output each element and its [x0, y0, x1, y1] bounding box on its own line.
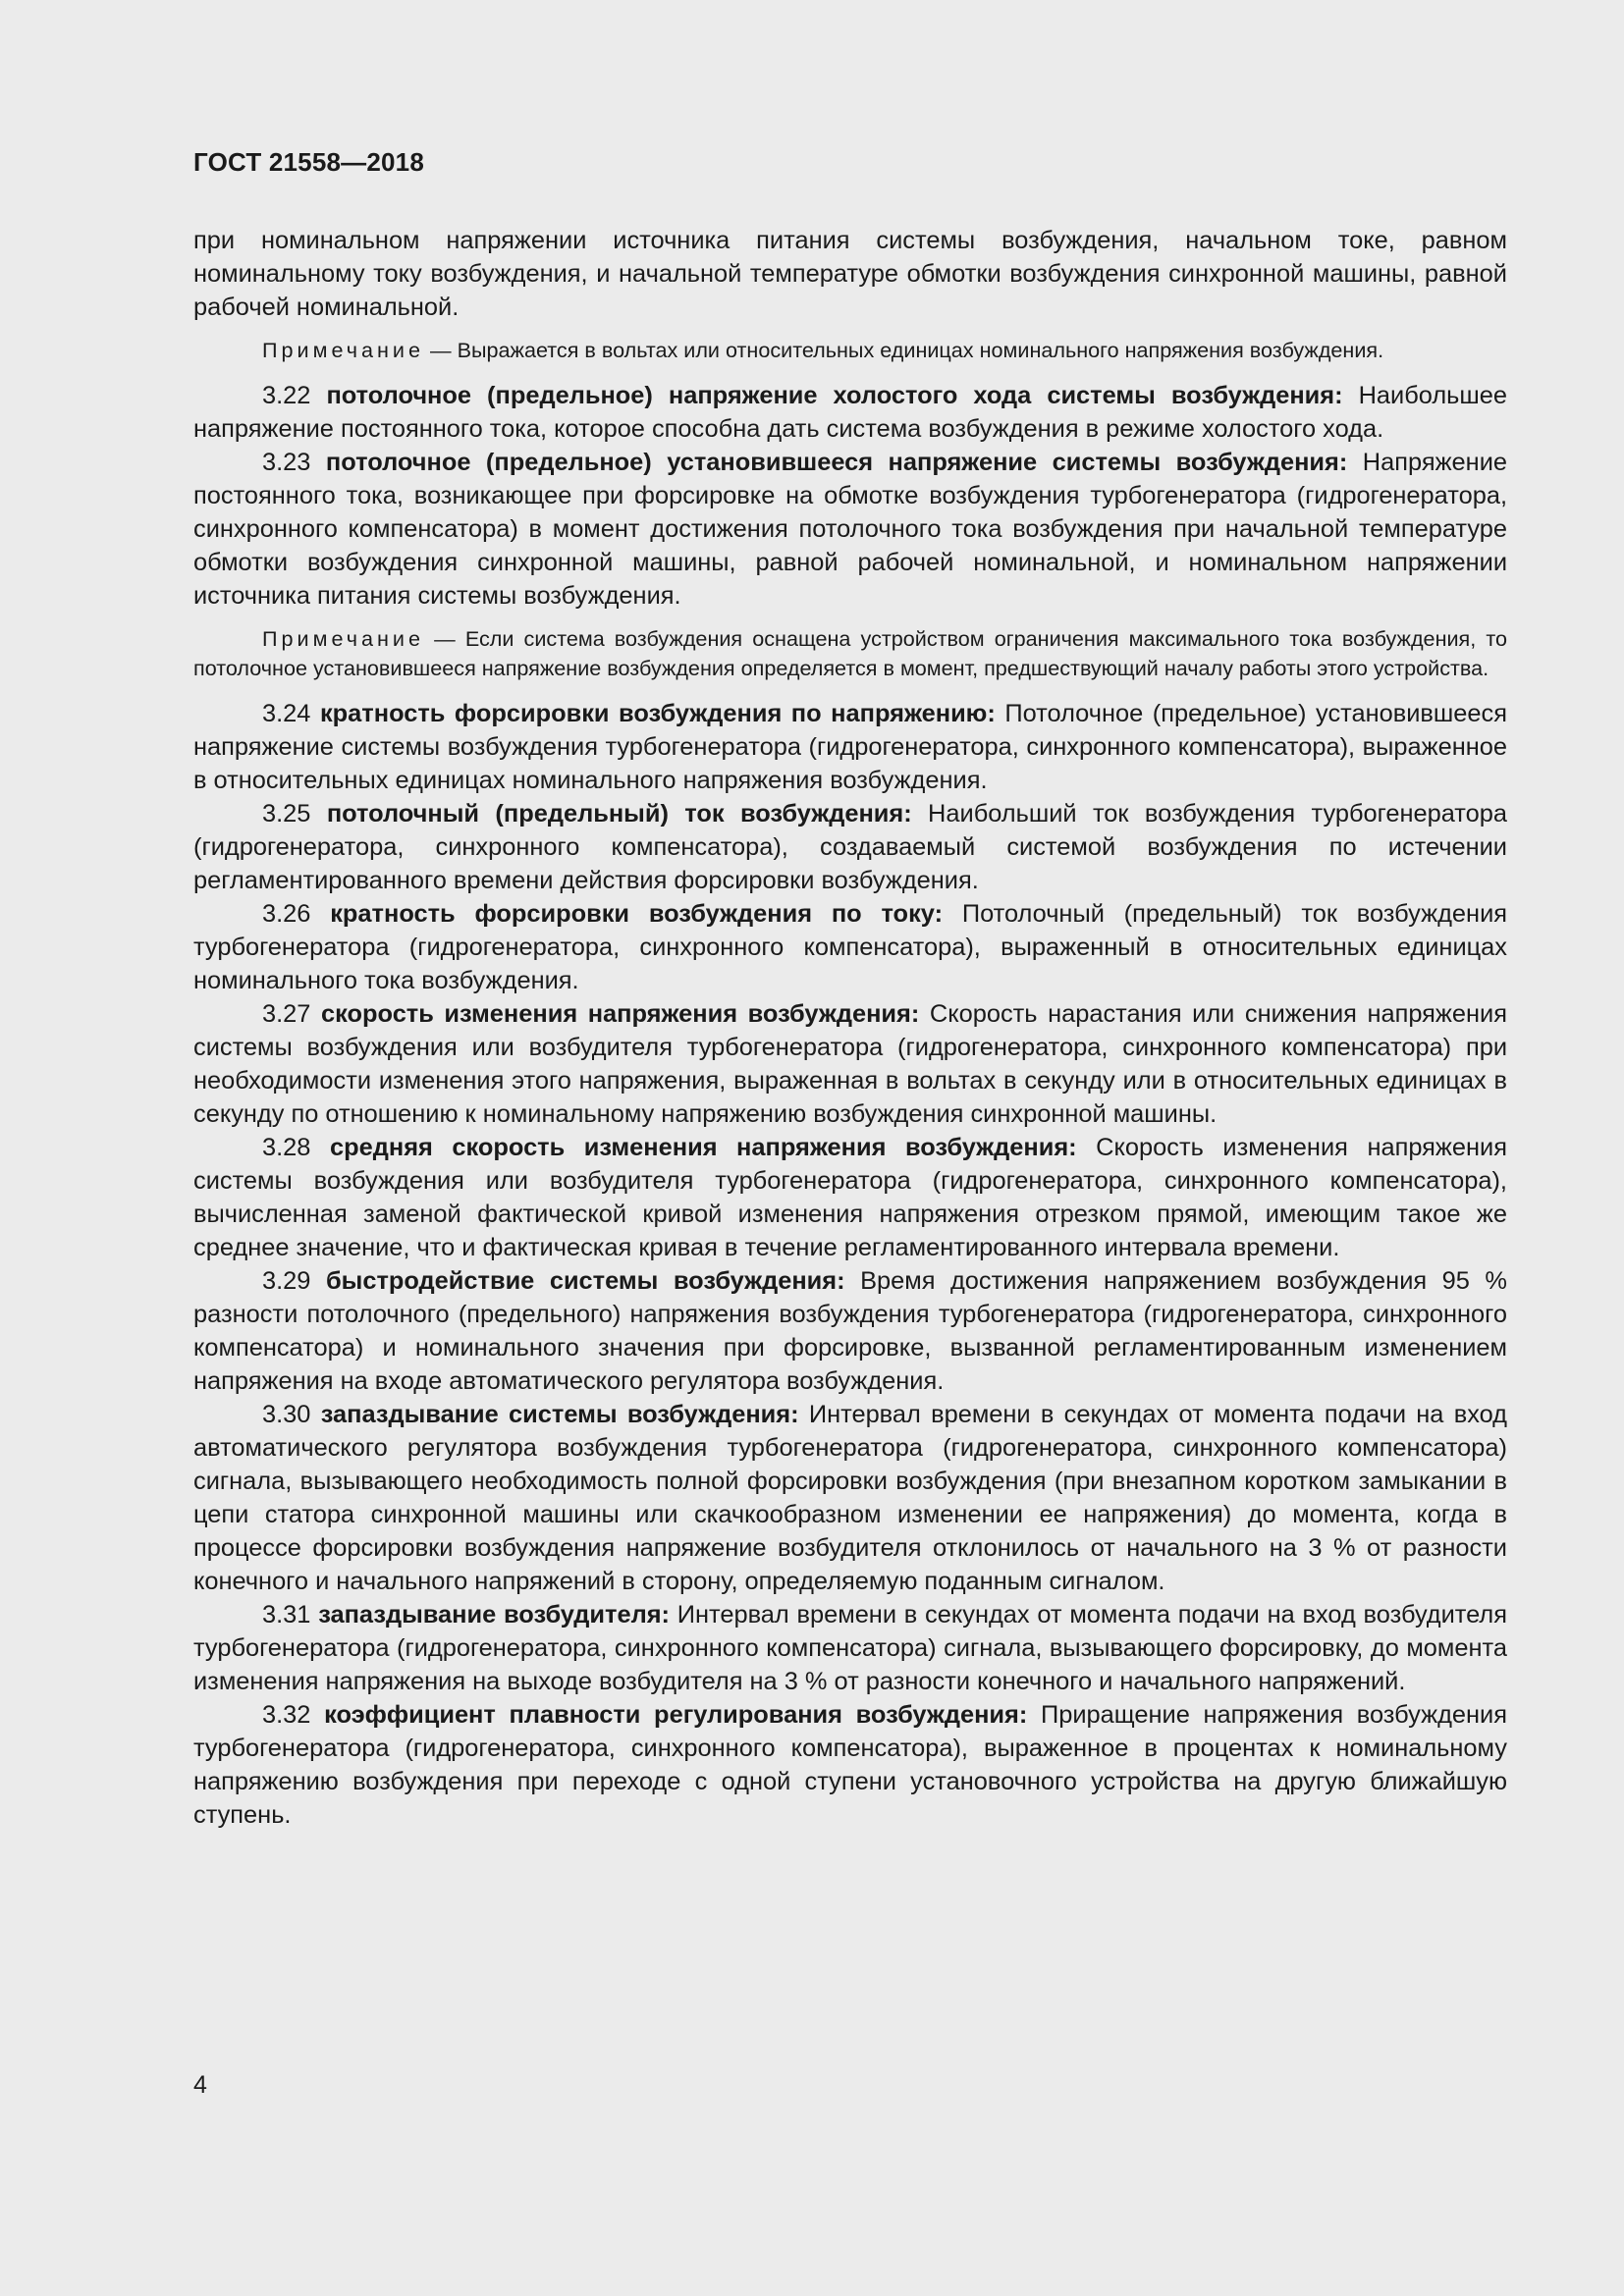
definition-3-30 — [193, 1398, 1507, 1598]
definition-term: потолочное (предельное) напряжение холостого хода системы возбуждения: — [326, 382, 1343, 409]
note-2-text: Если система возбуждения оснащена устройством ограничения максимального тока возбуждения, то потолочное установившееся напряжение возбуждения определяется в момент, предшествующий началу работы этого устройства. — [193, 626, 1508, 680]
note-1 — [193, 336, 1507, 365]
definition-3-29 — [193, 1264, 1507, 1398]
definition-3-22 — [193, 379, 1507, 446]
definition-number: 3.31 — [262, 1601, 319, 1629]
note-1-text: Выражается в вольтах или относительных единицах номинального напряжения возбуждения. — [457, 338, 1384, 362]
note-2-dash: — — [424, 626, 465, 651]
definition-text: Интервал времени в секундах от момента подачи на вход возбудителя турбогенератора (гидрогенератора, синхронного компенсатора) сигнала, вызывающего форсировку, до момента изменения напряжения на выходе возбудителя на 3 % от разности конечного и начального напряжений. — [193, 1601, 1507, 1695]
definition-term: кратность форсировки возбуждения по току: — [330, 900, 944, 928]
definition-text: Скорость нарастания или снижения напряжения системы возбуждения или возбудителя турбогенератора (гидрогенератора, синхронного компенсатора) при необходимости изменения этого напряжения, выраженная в вольтах в секунду или в относительных единицах в секунду по отношению к номинальному напряжению возбуждения синхронной машины. — [193, 1000, 1507, 1128]
note-2 — [193, 624, 1507, 683]
definition-term: кратность форсировки возбуждения по напряжению: — [319, 700, 996, 727]
definition-number: 3.28 — [262, 1134, 330, 1161]
definition-3-25 — [193, 797, 1507, 897]
definition-3-27 — [193, 997, 1507, 1131]
definition-term: потолочное (предельное) установившееся напряжение системы возбуждения: — [325, 449, 1348, 476]
definition-text: Скорость изменения напряжения системы возбуждения или возбудителя турбогенератора (гидрогенератора, синхронного компенсатора), вычисленная заменой фактической кривой изменения напряжения отрезком прямой, имеющим такое же среднее значение, что и фактическая кривая в течение регламентированного интервала времени. — [193, 1134, 1507, 1261]
definition-number: 3.25 — [262, 800, 327, 828]
definition-3-23 — [193, 446, 1507, 613]
standard-header: ГОСТ 21558—2018 — [193, 147, 424, 177]
definition-3-26 — [193, 897, 1507, 997]
definition-3-32 — [193, 1698, 1507, 1832]
definition-term: потолочный (предельный) ток возбуждения: — [326, 800, 912, 828]
definition-term: быстродействие системы возбуждения: — [325, 1267, 845, 1295]
definition-text: Интервал времени в секундах от момента подачи на вход автоматического регулятора возбуждения турбогенератора (гидрогенератора, синхронного компенсатора) сигнала, вызывающего необходимость полной форсировки возбуждения (при внезапном коротком замыкании в цепи статора синхронной машины или скачкообразном изменении ее напряжения) до момента, когда в процессе форсировки возбуждения напряжение возбудителя отклонилось от начального на 3 % от разности конечного и начального напряжений в сторону, определяемую поданным сигналом. — [193, 1401, 1507, 1595]
definition-3-24 — [193, 697, 1507, 797]
definition-term: запаздывание системы возбуждения: — [320, 1401, 799, 1428]
definition-number: 3.26 — [262, 900, 331, 928]
definition-text: Потолочное (предельное) установившееся напряжение системы возбуждения турбогенератора (гидрогенератора, синхронного компенсатора), выраженное в относительных единицах номинального напряжения возбуждения. — [193, 700, 1507, 794]
definition-text: Приращение напряжения возбуждения турбогенератора (гидрогенератора, синхронного компенсатора), выраженное в процентах к номинальному напряжению возбуждения при переходе с одной ступени установочного устройства на другую ближайшую ступень. — [193, 1701, 1507, 1829]
definition-number: 3.23 — [262, 449, 326, 476]
definition-number: 3.27 — [262, 1000, 321, 1028]
definition-text: Потолочный (предельный) ток возбуждения турбогенератора (гидрогенератора, синхронного компенсатора), выраженный в относительных единицах номинального тока возбуждения. — [193, 900, 1507, 994]
definition-text: Время достижения напряжением возбуждения 95 % разности потолочного (предельного) напряжения возбуждения турбогенератора (гидрогенератора, синхронного компенсатора) и номинального значения при форсировке, вызванной регламентированным изменением напряжения на входе автоматического регулятора возбуждения. — [193, 1267, 1507, 1395]
definition-3-28 — [193, 1131, 1507, 1264]
definition-term: запаздывание возбудителя: — [318, 1601, 670, 1629]
document-body — [193, 224, 1507, 1832]
definition-3-31 — [193, 1598, 1507, 1698]
definition-number: 3.30 — [262, 1401, 321, 1428]
definition-term: скорость изменения напряжения возбуждения: — [321, 1000, 920, 1028]
definition-number: 3.22 — [262, 382, 327, 409]
definition-text: Наибольшее напряжение постоянного тока, которое способна дать система возбуждения в режиме холостого хода. — [193, 382, 1507, 443]
page-number: 4 — [193, 2071, 207, 2099]
definition-text: Наибольший ток возбуждения турбогенератора (гидрогенератора, синхронного компенсатора), создаваемый системой возбуждения по истечении регламентированного времени действия форсировки возбуждения. — [193, 800, 1507, 894]
definition-term: средняя скорость изменения напряжения возбуждения: — [329, 1134, 1077, 1161]
note-1-label: Примечание — [262, 338, 424, 362]
definition-number: 3.29 — [262, 1267, 326, 1295]
definition-text: Напряжение постоянного тока, возникающее при форсировке на обмотке возбуждения турбогенератора (гидрогенератора, синхронного компенсатора) в момент достижения потолочного тока возбуждения при начальной температуре обмотки возбуждения синхронной машины, равной рабочей номинальной, и номинальном напряжении источника питания системы возбуждения. — [193, 449, 1508, 610]
note-2-label: Примечание — [262, 626, 424, 651]
note-1-dash: — — [424, 338, 458, 362]
definition-term: коэффициент плавности регулирования возбуждения: — [324, 1701, 1028, 1729]
intro-paragraph: при номинальном напряжении источника питания системы возбуждения, начальном токе, равном номинальному току возбуждения, и начальной температуре обмотки возбуждения синхронной машины, равной рабочей номинальной. — [193, 227, 1507, 321]
definition-number: 3.24 — [262, 700, 320, 727]
definition-number: 3.32 — [262, 1701, 325, 1729]
